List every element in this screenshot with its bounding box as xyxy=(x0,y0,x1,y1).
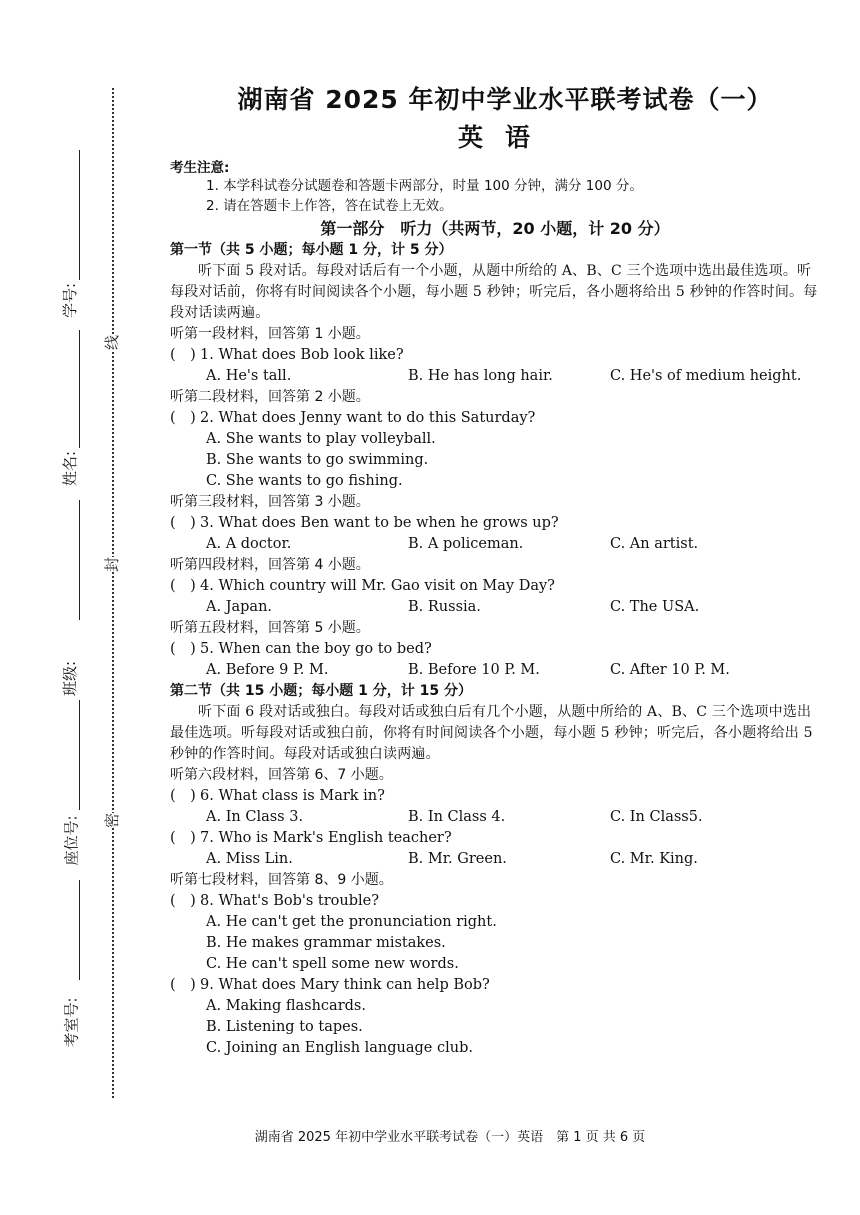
exam-room-label: 考室号: xyxy=(62,997,81,1048)
options-4 xyxy=(170,597,820,618)
question-4 xyxy=(170,576,820,597)
options-1 xyxy=(170,366,820,387)
option-c: C. Mr. King. xyxy=(610,851,698,867)
option-a: A. Miss Lin. xyxy=(206,851,293,867)
material-3: 听第三段材料，回答第 3 小题。 xyxy=(170,494,370,510)
option-c: C. After 10 P. M. xyxy=(610,662,730,678)
subject-title: 英语 xyxy=(457,123,552,152)
answer-blank[interactable]: ( ) xyxy=(170,788,196,804)
student-id-line xyxy=(79,150,80,280)
option-c: C. Joining an English language club. xyxy=(206,1040,473,1056)
seat-line xyxy=(79,700,80,810)
question-stem: 8. What's Bob's trouble? xyxy=(200,893,379,909)
material-2: 听第二段材料，回答第 2 小题。 xyxy=(170,389,370,405)
option-c: C. She wants to go fishing. xyxy=(206,473,403,489)
section1-title: 第一节（共 5 小题；每小题 1 分，计 5 分） xyxy=(170,242,453,258)
exam-title: 湖南省 2025 年初中学业水平联考试卷（一） xyxy=(237,85,773,114)
option-a: A. He's tall. xyxy=(206,368,292,384)
option-b: B. Before 10 P. M. xyxy=(408,662,540,678)
option-a: A. A doctor. xyxy=(206,536,292,552)
answer-blank[interactable]: ( ) xyxy=(170,977,196,993)
answer-blank[interactable]: ( ) xyxy=(170,515,196,531)
question-stem: 9. What does Mary think can help Bob? xyxy=(200,977,490,993)
material-1: 听第一段材料，回答第 1 小题。 xyxy=(170,326,370,342)
class-line xyxy=(79,500,80,620)
options-7 xyxy=(170,849,820,870)
options-3 xyxy=(170,534,820,555)
name-label: 姓名: xyxy=(61,450,80,487)
section2-title: 第二节（共 15 小题；每小题 1 分，计 15 分） xyxy=(170,683,472,699)
options-5 xyxy=(170,660,820,681)
question-stem: 7. Who is Mark's English teacher? xyxy=(200,830,452,846)
binding-strip xyxy=(0,0,130,1215)
option-c: C. An artist. xyxy=(610,536,699,552)
question-stem: 4. Which country will Mr. Gao visit on May Day? xyxy=(200,578,555,594)
option-b: B. He makes grammar mistakes. xyxy=(206,935,446,951)
option-a: A. She wants to play volleyball. xyxy=(206,431,436,447)
question-stem: 1. What does Bob look like? xyxy=(200,347,404,363)
answer-blank[interactable]: ( ) xyxy=(170,641,196,657)
answer-blank[interactable]: ( ) xyxy=(170,830,196,846)
question-stem: 5. When can the boy go to bed? xyxy=(200,641,432,657)
option-b: B. Russia. xyxy=(408,599,481,615)
dotted-seal-line xyxy=(112,88,114,1098)
question-stem: 6. What class is Mark in? xyxy=(200,788,385,804)
seal-char-secret: 密 xyxy=(99,813,124,828)
exam-page xyxy=(170,80,820,1059)
notice-item: 2. 请在答题卡上作答，答在试卷上无效。 xyxy=(206,198,453,214)
question-1 xyxy=(170,345,820,366)
class-label: 班级: xyxy=(61,660,80,697)
seal-char-line: 线 xyxy=(99,335,124,350)
option-a: A. Making flashcards. xyxy=(206,998,366,1014)
question-6 xyxy=(170,786,820,807)
option-a: A. He can't get the pronunciation right. xyxy=(206,914,497,930)
option-b: B. In Class 4. xyxy=(408,809,506,825)
option-b: B. Mr. Green. xyxy=(408,851,507,867)
option-b: B. He has long hair. xyxy=(408,368,553,384)
option-b: B. Listening to tapes. xyxy=(206,1019,363,1035)
question-8 xyxy=(170,891,820,912)
option-b: B. She wants to go swimming. xyxy=(206,452,429,468)
option-c: C. In Class5. xyxy=(610,809,703,825)
section1-instruction: 听下面 5 段对话。每段对话后有一个小题，从题中所给的 A、B、C 三个选项中选出最佳选项。听每段对话前，你将有时间阅读各个小题，每小题 5 秒钟；听完后，各小题将给出 5 秒钟的作答时间。每段对话读两遍。 xyxy=(170,263,818,321)
option-c: C. The USA. xyxy=(610,599,700,615)
answer-blank[interactable]: ( ) xyxy=(170,347,196,363)
material-5: 听第五段材料，回答第 5 小题。 xyxy=(170,620,370,636)
student-id-label: 学号: xyxy=(61,282,80,319)
answer-blank[interactable]: ( ) xyxy=(170,410,196,426)
question-3 xyxy=(170,513,820,534)
page-footer: 湖南省 2025 年初中学业水平联考试卷（一）英语 第 1 页 共 6 页 xyxy=(254,1130,646,1145)
option-c: C. He can't spell some new words. xyxy=(206,956,459,972)
question-9 xyxy=(170,975,820,996)
section2-instruction: 听下面 6 段对话或独白。每段对话或独白后有几个小题，从题中所给的 A、B、C 三个选项中选出最佳选项。听每段对话或独白前，你将有时间阅读各个小题，每小题 5 秒钟；听完后，各小题将给出 5 秒钟的作答时间。每段对话或独白读两遍。 xyxy=(170,704,813,762)
question-7 xyxy=(170,828,820,849)
options-6 xyxy=(170,807,820,828)
option-a: A. Japan. xyxy=(206,599,273,615)
room-line xyxy=(79,880,80,980)
question-stem: 2. What does Jenny want to do this Saturday? xyxy=(200,410,536,426)
material-7: 听第七段材料，回答第 8、9 小题。 xyxy=(170,872,393,888)
notice-heading: 考生注意: xyxy=(170,160,230,176)
seat-number-label: 座位号: xyxy=(62,815,81,866)
material-4: 听第四段材料，回答第 4 小题。 xyxy=(170,557,370,573)
question-5 xyxy=(170,639,820,660)
question-2 xyxy=(170,408,820,429)
answer-blank[interactable]: ( ) xyxy=(170,578,196,594)
option-b: B. A policeman. xyxy=(408,536,524,552)
notice-item: 1. 本学科试卷分试题卷和答题卡两部分，时量 100 分钟，满分 100 分。 xyxy=(206,178,643,194)
option-c: C. He's of medium height. xyxy=(610,368,802,384)
name-line xyxy=(79,330,80,448)
part1-title: 第一部分 听力（共两节，20 小题，计 20 分） xyxy=(320,219,670,238)
material-6: 听第六段材料，回答第 6、7 小题。 xyxy=(170,767,393,783)
option-a: A. Before 9 P. M. xyxy=(206,662,329,678)
seal-char-seal: 封 xyxy=(99,557,124,572)
option-a: A. In Class 3. xyxy=(206,809,304,825)
question-stem: 3. What does Ben want to be when he grows up? xyxy=(200,515,559,531)
answer-blank[interactable]: ( ) xyxy=(170,893,196,909)
